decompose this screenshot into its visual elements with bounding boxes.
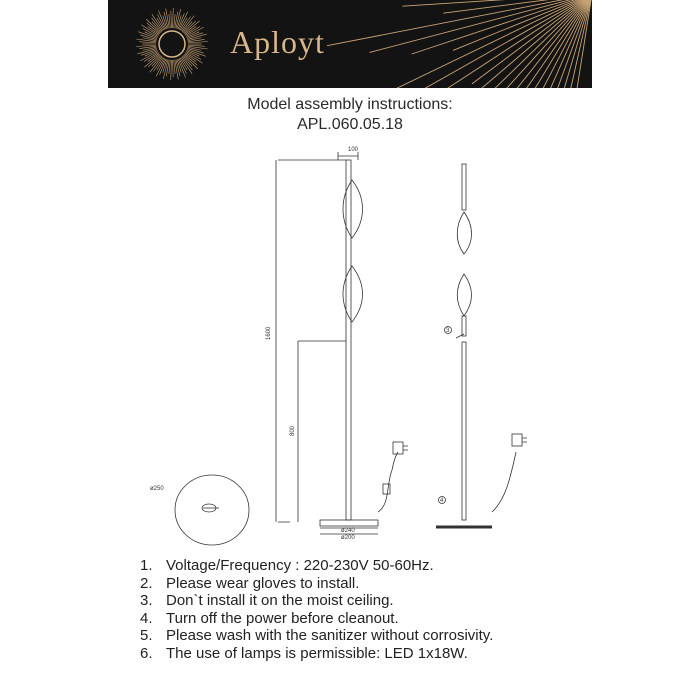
assembly-drawing [0, 140, 700, 550]
sun-ray [184, 55, 198, 69]
instruction-text: The use of lamps is permissible: LED 1x18W. [166, 644, 468, 662]
light-ray [349, 0, 592, 88]
sun-ray [188, 39, 205, 41]
document-title: Model assembly instructions: [247, 96, 453, 113]
lamp-pole-front [346, 160, 351, 520]
instruction-number: 1. [140, 557, 153, 574]
side-upper-leaf [457, 212, 471, 254]
sun-ray [136, 45, 156, 46]
sun-ray [146, 19, 160, 33]
side-pole-upper [462, 164, 466, 210]
sun-ray [188, 46, 208, 49]
instruction-item [140, 610, 493, 628]
model-number: APL.060.05.18 [297, 116, 403, 133]
sun-ray [188, 41, 208, 42]
banner-graphic [108, 0, 592, 88]
width-label: 100 [348, 147, 359, 153]
base-top-view [175, 475, 249, 545]
width-dimension-line [338, 152, 358, 160]
light-ray [427, 0, 592, 88]
stand-height-dimension-line [298, 341, 346, 522]
inline-switch [383, 484, 390, 494]
sun-ray [139, 42, 156, 43]
step3-callout: 3 [446, 328, 450, 334]
instruction-item [140, 645, 493, 663]
instruction-number: 5. [140, 627, 153, 645]
base-outer-label: ø200 [341, 535, 355, 541]
instruction-number: 2. [140, 574, 153, 592]
light-ray [472, 0, 592, 84]
side-lower-leaf [457, 274, 471, 316]
instruction-number: 4. [140, 609, 153, 627]
instruction-text: Don`t install it on the moist ceiling. [166, 592, 394, 610]
base-inner-label: ø240 [341, 528, 355, 534]
sun-ray [159, 11, 166, 30]
sun-ray [171, 60, 172, 80]
sun-ring [159, 31, 185, 57]
side-cable [492, 452, 516, 512]
sun-ray [171, 11, 172, 28]
sun-ray [139, 46, 156, 48]
instruction-text: Voltage/Frequency : 220-230V 50-60Hz. [166, 557, 434, 574]
brand-banner [108, 0, 592, 88]
instruction-item [140, 557, 493, 575]
instruction-number: 6. [140, 644, 153, 662]
sun-ray [136, 39, 156, 42]
brand-logo-text: Aployt [230, 24, 325, 60]
plug-pins [403, 446, 408, 450]
stand-height-label: 800 [290, 425, 296, 436]
side-pole-joint [462, 316, 466, 336]
sun-ray [188, 45, 205, 46]
sun-ray [173, 8, 174, 28]
power-cable [378, 452, 398, 512]
sun-ray [143, 29, 158, 37]
instruction-item [140, 627, 493, 645]
instruction-text: Turn off the power before cleanout. [166, 609, 399, 627]
base-diameter-label: ø250 [150, 486, 164, 492]
instruction-list [140, 557, 493, 663]
sun-ray [173, 60, 174, 77]
instruction-text: Please wear gloves to install. [166, 574, 360, 592]
step4-callout: 4 [440, 498, 444, 504]
sun-ray [186, 52, 201, 60]
sun-ray [178, 59, 185, 78]
instruction-number: 3. [140, 592, 153, 610]
side-pole-lower [462, 342, 466, 520]
instruction-text: Please wash with the sanitizer without corrosivity. [166, 627, 494, 645]
instruction-item [140, 575, 493, 593]
base-plate-front [320, 520, 378, 526]
side-plug-pins [522, 438, 527, 442]
light-rays-decoration [327, 0, 592, 88]
total-height-label: 1600 [266, 326, 272, 340]
instruction-item [140, 592, 493, 610]
side-plug [512, 434, 522, 446]
